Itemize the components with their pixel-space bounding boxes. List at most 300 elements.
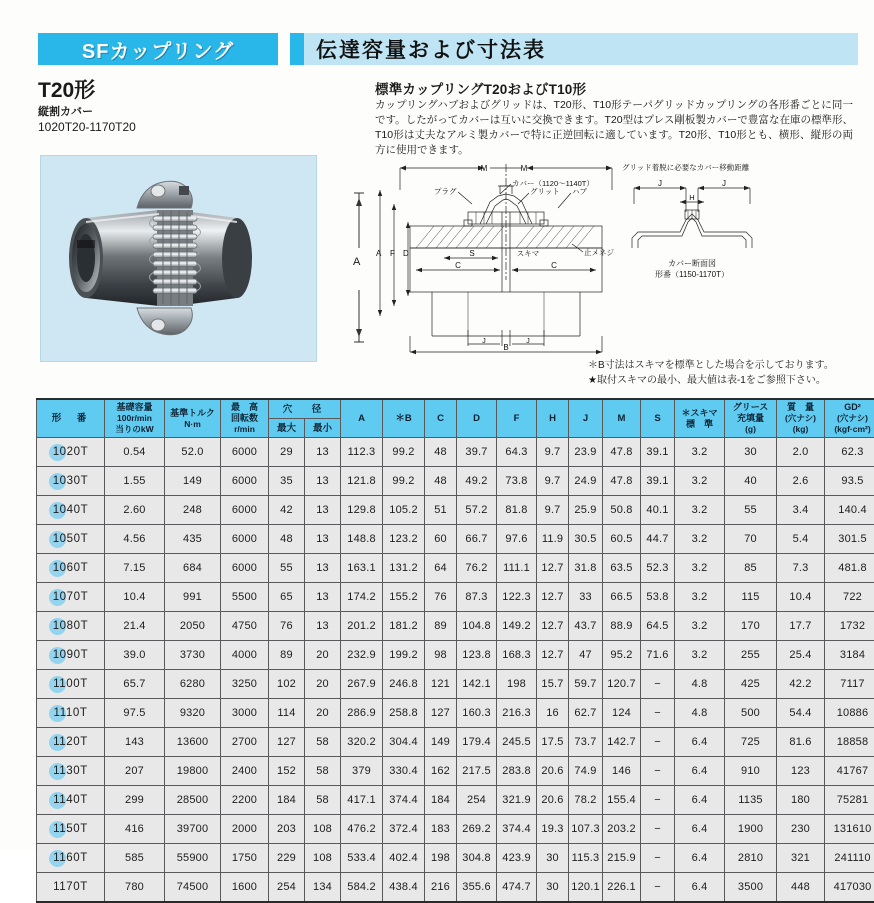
label-j2-left: J	[658, 179, 662, 188]
cell-D: 104.8	[457, 612, 497, 641]
cell-M: 47.8	[603, 467, 641, 496]
cell-M: 120.7	[603, 670, 641, 699]
cell-mass: 25.4	[777, 641, 825, 670]
cell-C: 98	[425, 641, 457, 670]
cell-B: 246.8	[383, 670, 425, 699]
th-M: M	[603, 399, 641, 438]
brand-tag	[38, 33, 278, 65]
cell-D: 76.2	[457, 554, 497, 583]
cell-F: 81.8	[497, 496, 537, 525]
cell-bore-max: 89	[269, 641, 305, 670]
cell-model	[37, 873, 105, 903]
cell-H: 16	[537, 699, 569, 728]
th-grease: グリース 充填量 (g)	[725, 399, 777, 438]
cell-mass: 17.7	[777, 612, 825, 641]
cell-torque: 2050	[165, 612, 221, 641]
cell-A: 121.8	[341, 467, 383, 496]
th-gd2: GD² (穴ナシ) (kgf·cm²)	[825, 399, 874, 438]
cell-torque: 991	[165, 583, 221, 612]
cell-bore-max: 127	[269, 728, 305, 757]
cell-S: −	[641, 844, 675, 873]
th-torque: 基準トルク N·m	[165, 399, 221, 438]
cell-torque: 55900	[165, 844, 221, 873]
th-J: J	[569, 399, 603, 438]
th-bore-min: 最小	[305, 419, 341, 438]
cell-clearance: 3.2	[675, 583, 725, 612]
cell-B: 372.4	[383, 815, 425, 844]
table-row	[37, 757, 874, 786]
th-bore: 穴 径	[269, 399, 341, 419]
model-label: 1140T	[53, 794, 88, 806]
model-label: 1040T	[53, 504, 89, 516]
cell-F: 97.6	[497, 525, 537, 554]
cell-grease: 115	[725, 583, 777, 612]
cell-gd2: 18858	[825, 728, 874, 757]
cell-S: 64.5	[641, 612, 675, 641]
cell-max-rpm: 5500	[221, 583, 269, 612]
cell-S: −	[641, 786, 675, 815]
cell-base-capacity: 207	[105, 757, 165, 786]
cell-D: 254	[457, 786, 497, 815]
label-sukima: スキマ	[517, 249, 540, 258]
cell-grease: 500	[725, 699, 777, 728]
cell-B: 402.4	[383, 844, 425, 873]
dimension-a-label: A	[353, 256, 360, 268]
cell-M: 95.2	[603, 641, 641, 670]
table-row	[37, 815, 874, 844]
cell-torque: 19800	[165, 757, 221, 786]
cell-bore-max: 102	[269, 670, 305, 699]
cell-max-rpm: 4750	[221, 612, 269, 641]
cell-grease: 170	[725, 612, 777, 641]
cell-F: 64.3	[497, 438, 537, 467]
cell-bore-max: 184	[269, 786, 305, 815]
cell-bore-min: 134	[305, 873, 341, 903]
cell-A: 112.3	[341, 438, 383, 467]
cell-clearance: 3.2	[675, 554, 725, 583]
cell-H: 17.5	[537, 728, 569, 757]
cell-max-rpm: 6000	[221, 467, 269, 496]
cell-M: 60.5	[603, 525, 641, 554]
cell-base-capacity: 21.4	[105, 612, 165, 641]
cell-C: 198	[425, 844, 457, 873]
cell-base-capacity: 299	[105, 786, 165, 815]
table-row	[37, 641, 874, 670]
cell-bore-min: 108	[305, 844, 341, 873]
cell-H: 9.7	[537, 467, 569, 496]
th-F: F	[497, 399, 537, 438]
cell-base-capacity: 780	[105, 873, 165, 903]
table-header-row-1	[37, 399, 874, 419]
page-title: 伝達容量および寸法表	[316, 34, 546, 64]
cell-J: 33	[569, 583, 603, 612]
cell-bore-max: 48	[269, 525, 305, 554]
cell-base-capacity: 0.54	[105, 438, 165, 467]
label-j2-right: J	[722, 179, 726, 188]
grid-coupling-illustration	[41, 156, 316, 361]
cell-gd2: 93.5	[825, 467, 874, 496]
cell-model	[37, 554, 105, 583]
cell-clearance: 3.2	[675, 641, 725, 670]
cell-gd2: 3184	[825, 641, 874, 670]
cell-torque: 52.0	[165, 438, 221, 467]
cell-S: −	[641, 728, 675, 757]
cell-H: 19.3	[537, 815, 569, 844]
cell-grease: 85	[725, 554, 777, 583]
product-photo	[40, 155, 317, 362]
cell-F: 283.8	[497, 757, 537, 786]
cell-A: 584.2	[341, 873, 383, 903]
note-clearance: ★取付スキマの最小、最大値は表-1をご参照下さい。	[588, 373, 834, 388]
cell-bore-min: 13	[305, 525, 341, 554]
intro-title: 標準カップリングT20およびT10形	[375, 78, 586, 98]
cell-M: 203.2	[603, 815, 641, 844]
model-label: 1120T	[53, 736, 88, 748]
cell-mass: 230	[777, 815, 825, 844]
model-subtitle-cover: 縦割カバー	[38, 103, 93, 119]
cell-grease: 40	[725, 467, 777, 496]
cell-max-rpm: 2400	[221, 757, 269, 786]
cell-mass: 5.4	[777, 525, 825, 554]
model-label: 1160T	[53, 852, 88, 864]
cell-J: 115.3	[569, 844, 603, 873]
cell-A: 476.2	[341, 815, 383, 844]
cell-torque: 435	[165, 525, 221, 554]
cell-S: 40.1	[641, 496, 675, 525]
cell-bore-min: 58	[305, 786, 341, 815]
spec-table-wrap	[36, 398, 840, 903]
th-base-capacity: 基礎容量 100r/min 当りのkW	[105, 399, 165, 438]
cell-max-rpm: 1750	[221, 844, 269, 873]
label-hub: ハブ	[572, 187, 587, 196]
cell-B: 304.4	[383, 728, 425, 757]
cell-A: 286.9	[341, 699, 383, 728]
cell-J: 73.7	[569, 728, 603, 757]
th-B: ＊B	[383, 399, 425, 438]
cell-J: 59.7	[569, 670, 603, 699]
cell-B: 330.4	[383, 757, 425, 786]
photo-dimension-a	[352, 190, 366, 345]
model-label: 1030T	[53, 475, 89, 487]
model-label: 1130T	[53, 765, 88, 777]
cell-torque: 149	[165, 467, 221, 496]
cell-H: 12.7	[537, 641, 569, 670]
cell-B: 105.2	[383, 496, 425, 525]
cell-J: 74.9	[569, 757, 603, 786]
cell-gd2: 75281	[825, 786, 874, 815]
cell-H: 12.7	[537, 554, 569, 583]
cell-A: 267.9	[341, 670, 383, 699]
cell-B: 181.2	[383, 612, 425, 641]
table-row	[37, 786, 874, 815]
cell-M: 47.8	[603, 438, 641, 467]
cell-bore-max: 254	[269, 873, 305, 903]
cell-base-capacity: 97.5	[105, 699, 165, 728]
label-h2: H	[689, 193, 694, 202]
cell-A: 320.2	[341, 728, 383, 757]
model-label: 1050T	[53, 533, 89, 545]
cell-M: 226.1	[603, 873, 641, 903]
cell-clearance: 3.2	[675, 496, 725, 525]
technical-drawing	[372, 160, 858, 356]
cell-torque: 13600	[165, 728, 221, 757]
table-row	[37, 525, 874, 554]
cell-S: −	[641, 670, 675, 699]
cell-gd2: 10886	[825, 699, 874, 728]
cell-gd2: 1732	[825, 612, 874, 641]
cell-D: 269.2	[457, 815, 497, 844]
cell-S: 39.1	[641, 438, 675, 467]
cell-J: 30.5	[569, 525, 603, 554]
cell-H: 15.7	[537, 670, 569, 699]
cell-torque: 39700	[165, 815, 221, 844]
cell-D: 87.3	[457, 583, 497, 612]
intro-body: カップリングハブおよびグリッドは、T20形、T10形テーパグリッドカップリングの各形番ごとに同一です。したがってカバーは互いに交換できます。T20型はプレス剛板製カバーで豊富な在庫の標準形、T10形は丈夫なアルミ製カバーで特に正逆回転に適しています。T20形、T10形とも、横形、縦形の両方に使用できます。	[375, 98, 853, 158]
cell-bore-max: 76	[269, 612, 305, 641]
cell-mass: 448	[777, 873, 825, 903]
table-row	[37, 583, 874, 612]
cell-base-capacity: 10.4	[105, 583, 165, 612]
cell-C: 89	[425, 612, 457, 641]
cell-model	[37, 612, 105, 641]
cell-M: 50.8	[603, 496, 641, 525]
cell-C: 149	[425, 728, 457, 757]
cell-D: 57.2	[457, 496, 497, 525]
cell-grease: 3500	[725, 873, 777, 903]
label-s: S	[469, 249, 474, 258]
cell-mass: 180	[777, 786, 825, 815]
cell-H: 12.7	[537, 612, 569, 641]
cell-clearance: 6.4	[675, 757, 725, 786]
cell-F: 321.9	[497, 786, 537, 815]
cell-H: 20.6	[537, 786, 569, 815]
cell-D: 217.5	[457, 757, 497, 786]
cell-M: 124	[603, 699, 641, 728]
cell-H: 9.7	[537, 496, 569, 525]
cell-B: 374.4	[383, 786, 425, 815]
cell-torque: 3730	[165, 641, 221, 670]
cell-base-capacity: 143	[105, 728, 165, 757]
cell-J: 120.1	[569, 873, 603, 903]
cell-C: 216	[425, 873, 457, 903]
cell-F: 149.2	[497, 612, 537, 641]
th-mass: 質 量 (穴ナシ) (kg)	[777, 399, 825, 438]
cell-M: 66.5	[603, 583, 641, 612]
cell-mass: 123	[777, 757, 825, 786]
cell-A: 379	[341, 757, 383, 786]
cell-gd2: 131610	[825, 815, 874, 844]
cell-S: −	[641, 873, 675, 903]
label-c-left: C	[455, 261, 461, 270]
cell-model	[37, 467, 105, 496]
cell-bore-max: 229	[269, 844, 305, 873]
model-label: 1080T	[53, 620, 89, 632]
cell-C: 127	[425, 699, 457, 728]
model-title: T20形	[38, 74, 95, 104]
cell-D: 304.8	[457, 844, 497, 873]
table-row	[37, 844, 874, 873]
model-label: 1060T	[53, 562, 89, 574]
cell-mass: 81.6	[777, 728, 825, 757]
cell-max-rpm: 6000	[221, 525, 269, 554]
table-row	[37, 728, 874, 757]
th-C: C	[425, 399, 457, 438]
cell-C: 76	[425, 583, 457, 612]
cell-S: 39.1	[641, 467, 675, 496]
cell-J: 78.2	[569, 786, 603, 815]
cell-A: 232.9	[341, 641, 383, 670]
cell-B: 99.2	[383, 438, 425, 467]
label-j-left: J	[482, 338, 486, 345]
cell-base-capacity: 7.15	[105, 554, 165, 583]
cell-D: 355.6	[457, 873, 497, 903]
cell-J: 24.9	[569, 467, 603, 496]
model-label: 1090T	[53, 649, 89, 661]
cell-S: −	[641, 815, 675, 844]
cell-torque: 9320	[165, 699, 221, 728]
cell-H: 20.6	[537, 757, 569, 786]
cell-base-capacity: 4.56	[105, 525, 165, 554]
cell-gd2: 140.4	[825, 496, 874, 525]
cell-model	[37, 757, 105, 786]
cell-max-rpm: 2200	[221, 786, 269, 815]
cell-max-rpm: 3250	[221, 670, 269, 699]
table-row	[37, 554, 874, 583]
cell-grease: 1135	[725, 786, 777, 815]
cell-clearance: 3.2	[675, 438, 725, 467]
cell-clearance: 6.4	[675, 815, 725, 844]
cell-F: 73.8	[497, 467, 537, 496]
cell-B: 199.2	[383, 641, 425, 670]
cell-bore-max: 55	[269, 554, 305, 583]
cross-section-svg	[372, 160, 858, 356]
spec-table	[36, 398, 874, 903]
cell-bore-max: 152	[269, 757, 305, 786]
cell-B: 99.2	[383, 467, 425, 496]
cell-J: 62.7	[569, 699, 603, 728]
cell-bore-max: 65	[269, 583, 305, 612]
cell-grease: 910	[725, 757, 777, 786]
cell-grease: 55	[725, 496, 777, 525]
label-a: A	[376, 249, 382, 258]
cell-C: 183	[425, 815, 457, 844]
cell-A: 148.8	[341, 525, 383, 554]
cell-D: 66.7	[457, 525, 497, 554]
cell-grease: 70	[725, 525, 777, 554]
cell-J: 47	[569, 641, 603, 670]
cell-B: 438.4	[383, 873, 425, 903]
label-c-right: C	[551, 261, 557, 270]
cell-clearance: 3.2	[675, 467, 725, 496]
cell-H: 9.7	[537, 438, 569, 467]
cell-M: 155.4	[603, 786, 641, 815]
cell-D: 49.2	[457, 467, 497, 496]
cell-bore-min: 13	[305, 467, 341, 496]
cell-A: 163.1	[341, 554, 383, 583]
cell-bore-min: 13	[305, 612, 341, 641]
cell-max-rpm: 2000	[221, 815, 269, 844]
cell-S: 44.7	[641, 525, 675, 554]
cell-base-capacity: 1.55	[105, 467, 165, 496]
cell-model	[37, 525, 105, 554]
label-b: B	[503, 343, 508, 352]
cell-max-rpm: 6000	[221, 438, 269, 467]
cell-clearance: 6.4	[675, 728, 725, 757]
cell-F: 374.4	[497, 815, 537, 844]
label-d: D	[403, 249, 409, 258]
table-row	[37, 670, 874, 699]
cell-torque: 28500	[165, 786, 221, 815]
cell-grease: 255	[725, 641, 777, 670]
cell-model	[37, 641, 105, 670]
cell-bore-max: 29	[269, 438, 305, 467]
cell-max-rpm: 2700	[221, 728, 269, 757]
cell-A: 174.2	[341, 583, 383, 612]
cell-max-rpm: 4000	[221, 641, 269, 670]
cell-bore-min: 13	[305, 554, 341, 583]
model-label: 1020T	[53, 446, 89, 458]
table-row	[37, 612, 874, 641]
table-row	[37, 467, 874, 496]
cell-S: −	[641, 757, 675, 786]
model-range: 1020T20-1170T20	[38, 120, 136, 134]
cell-bore-min: 108	[305, 815, 341, 844]
cell-A: 129.8	[341, 496, 383, 525]
th-D: D	[457, 399, 497, 438]
cell-mass: 10.4	[777, 583, 825, 612]
cell-F: 474.7	[497, 873, 537, 903]
cell-mass: 7.3	[777, 554, 825, 583]
cell-F: 198	[497, 670, 537, 699]
label-j-right: J	[526, 338, 530, 345]
table-body	[37, 438, 874, 903]
cell-A: 533.4	[341, 844, 383, 873]
cell-max-rpm: 6000	[221, 554, 269, 583]
label-f: F	[390, 249, 395, 258]
cell-grease: 30	[725, 438, 777, 467]
cell-max-rpm: 1600	[221, 873, 269, 903]
cell-gd2: 481.8	[825, 554, 874, 583]
cell-C: 48	[425, 467, 457, 496]
cell-F: 216.3	[497, 699, 537, 728]
cell-B: 155.2	[383, 583, 425, 612]
table-row	[37, 496, 874, 525]
cell-base-capacity: 585	[105, 844, 165, 873]
table-row	[37, 438, 874, 467]
cell-gd2: 722	[825, 583, 874, 612]
cell-D: 160.3	[457, 699, 497, 728]
cell-C: 184	[425, 786, 457, 815]
cell-mass: 2.6	[777, 467, 825, 496]
cell-A: 417.1	[341, 786, 383, 815]
cell-A: 201.2	[341, 612, 383, 641]
cell-S: 52.3	[641, 554, 675, 583]
label-m-left: M	[481, 164, 488, 173]
cell-C: 48	[425, 438, 457, 467]
label-m-right: M	[521, 164, 528, 173]
cell-F: 245.5	[497, 728, 537, 757]
label-grid: グリット	[530, 187, 560, 196]
cell-grease: 1900	[725, 815, 777, 844]
cell-mass: 3.4	[777, 496, 825, 525]
label-plug: プラグ	[434, 187, 457, 196]
cell-S: 53.8	[641, 583, 675, 612]
cell-bore-max: 35	[269, 467, 305, 496]
cell-clearance: 6.4	[675, 844, 725, 873]
cell-grease: 725	[725, 728, 777, 757]
th-clearance: ＊スキマ 標 準	[675, 399, 725, 438]
cell-clearance: 3.2	[675, 612, 725, 641]
